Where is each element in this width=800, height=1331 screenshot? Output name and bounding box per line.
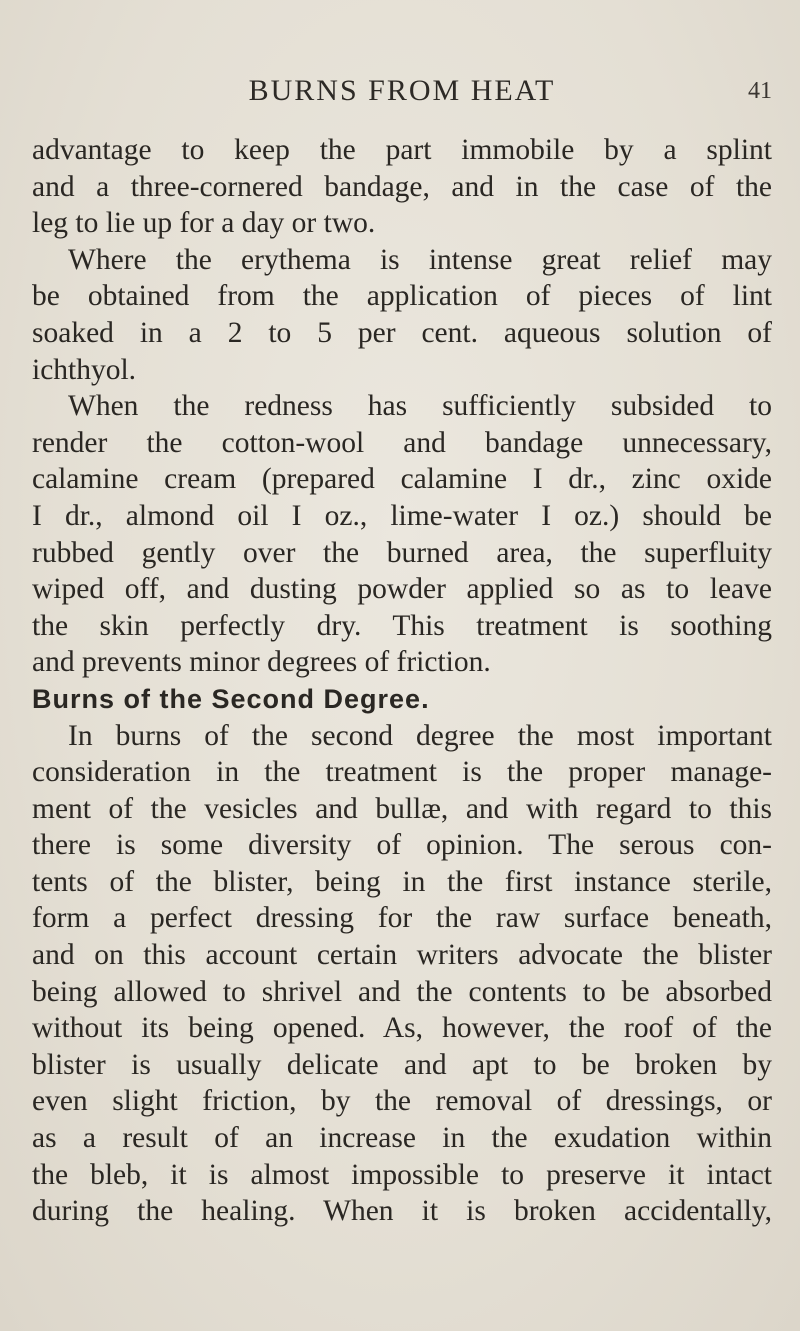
text-line: and on this account certain writers advocate the blister bbox=[32, 939, 772, 972]
text-line: render the cotton-wool and bandage unnecessary, bbox=[32, 426, 772, 459]
text-line: In burns of the second degree the most important bbox=[68, 719, 772, 752]
text-line: advantage to keep the part immobile by a splint bbox=[32, 134, 772, 166]
text-line: calamine cream (prepared calamine I dr., zinc oxide bbox=[32, 463, 772, 496]
text-line: as a result of an increase in the exudation within bbox=[32, 1122, 772, 1155]
body-text bbox=[32, 132, 772, 1230]
text-line: and a three-cornered bandage, and in the case of the bbox=[32, 170, 772, 203]
text-line: wiped off, and dusting powder applied so as to leave bbox=[32, 573, 772, 606]
text-line: When the redness has sufficiently subsided to bbox=[68, 390, 772, 423]
text-line: soaked in a 2 to 5 per cent. aqueous solution of bbox=[32, 316, 772, 349]
text-line: Where the erythema is intense great relief may bbox=[68, 243, 772, 276]
page-number: 41 bbox=[748, 78, 772, 104]
text-line: during the healing. When it is broken accidentally, bbox=[32, 1195, 772, 1228]
text-line: the bleb, it is almost impossible to preserve it intact bbox=[32, 1158, 772, 1191]
text-line: without its being opened. As, however, the roof of the bbox=[32, 1012, 772, 1045]
running-head bbox=[32, 74, 772, 114]
text-line: blister is usually delicate and apt to be broken by bbox=[32, 1048, 772, 1081]
text-line: the skin perfectly dry. This treatment is soothing bbox=[32, 609, 772, 642]
text-line: ment of the vesicles and bullæ, and with regard to this bbox=[32, 792, 772, 825]
text-line: being allowed to shrivel and the contents to be absorbed bbox=[32, 975, 772, 1008]
text-line: consideration in the treatment is the proper manage- bbox=[32, 756, 772, 789]
text-line: tents of the blister, being in the first instance sterile, bbox=[32, 865, 772, 898]
text-line: there is some diversity of opinion. The serous con- bbox=[32, 829, 772, 862]
running-title: BURNS FROM HEAT bbox=[248, 74, 556, 107]
text-line: rubbed gently over the burned area, the superfluity bbox=[32, 536, 772, 569]
text-line: leg to lie up for a day or two. bbox=[32, 207, 376, 240]
text-line: form a perfect dressing for the raw surface beneath, bbox=[32, 902, 772, 935]
text-line: be obtained from the application of pieces of lint bbox=[32, 280, 772, 313]
text-line: ichthyol. bbox=[32, 353, 137, 386]
text-line: I dr., almond oil I oz., lime-water I oz.) should be bbox=[32, 499, 772, 532]
text-line: and prevents minor degrees of friction. bbox=[32, 646, 491, 679]
section-heading: Burns of the Second Degree. bbox=[32, 683, 430, 714]
text-line: even slight friction, by the removal of dressings, or bbox=[32, 1085, 772, 1118]
